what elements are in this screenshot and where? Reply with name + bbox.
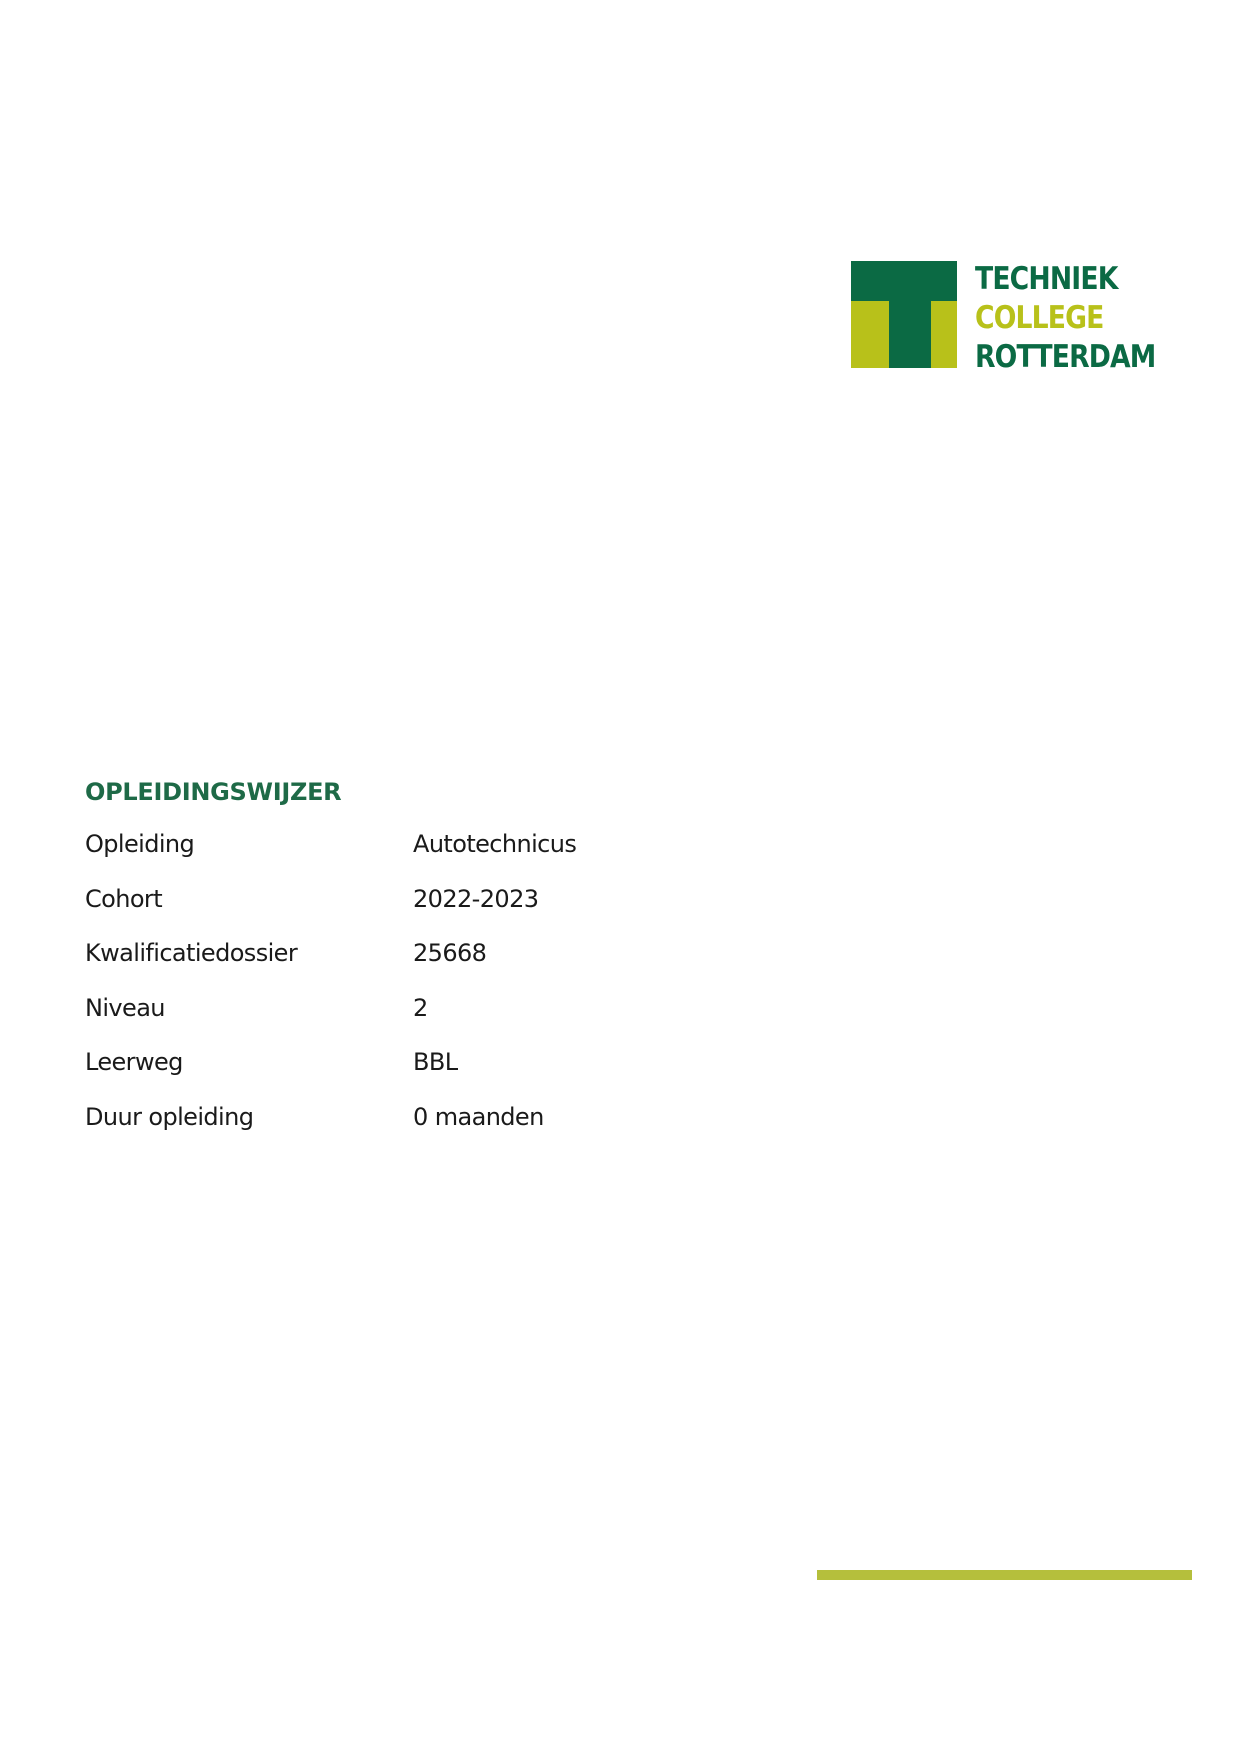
program-info-table <box>85 828 785 1156</box>
info-row-duur-opleiding <box>85 1101 785 1156</box>
info-label: Niveau <box>85 993 165 1022</box>
college-logo <box>851 260 1156 375</box>
info-row-niveau <box>85 992 785 1047</box>
info-value: 2 <box>413 993 428 1022</box>
info-label: Opleiding <box>85 830 195 858</box>
info-label: Cohort <box>85 884 163 913</box>
document-title: OPLEIDINGSWIJZER <box>85 778 342 806</box>
info-row-opleiding <box>85 828 785 883</box>
logo-wordmark <box>975 260 1155 377</box>
info-label: Kwalificatiedossier <box>85 939 298 968</box>
info-value: 25668 <box>413 939 487 968</box>
logo-line-rotterdam: ROTTERDAM <box>975 339 1156 375</box>
info-row-leerweg <box>85 1046 785 1101</box>
info-value: BBL <box>413 1048 458 1077</box>
footer-accent-bar <box>817 1570 1192 1580</box>
info-value: 2022-2023 <box>413 884 539 913</box>
logo-t-mark <box>851 261 957 368</box>
info-row-kwalificatiedossier <box>85 937 785 992</box>
info-value: 0 maanden <box>413 1102 544 1131</box>
info-label: Duur opleiding <box>85 1102 254 1131</box>
info-value: Autotechnicus <box>413 830 577 858</box>
logo-line-techniek: TECHNIEK <box>975 261 1118 297</box>
logo-line-college: COLLEGE <box>975 300 1104 336</box>
info-row-cohort <box>85 883 785 938</box>
logo-mark-stem <box>889 261 931 368</box>
info-label: Leerweg <box>85 1048 183 1077</box>
